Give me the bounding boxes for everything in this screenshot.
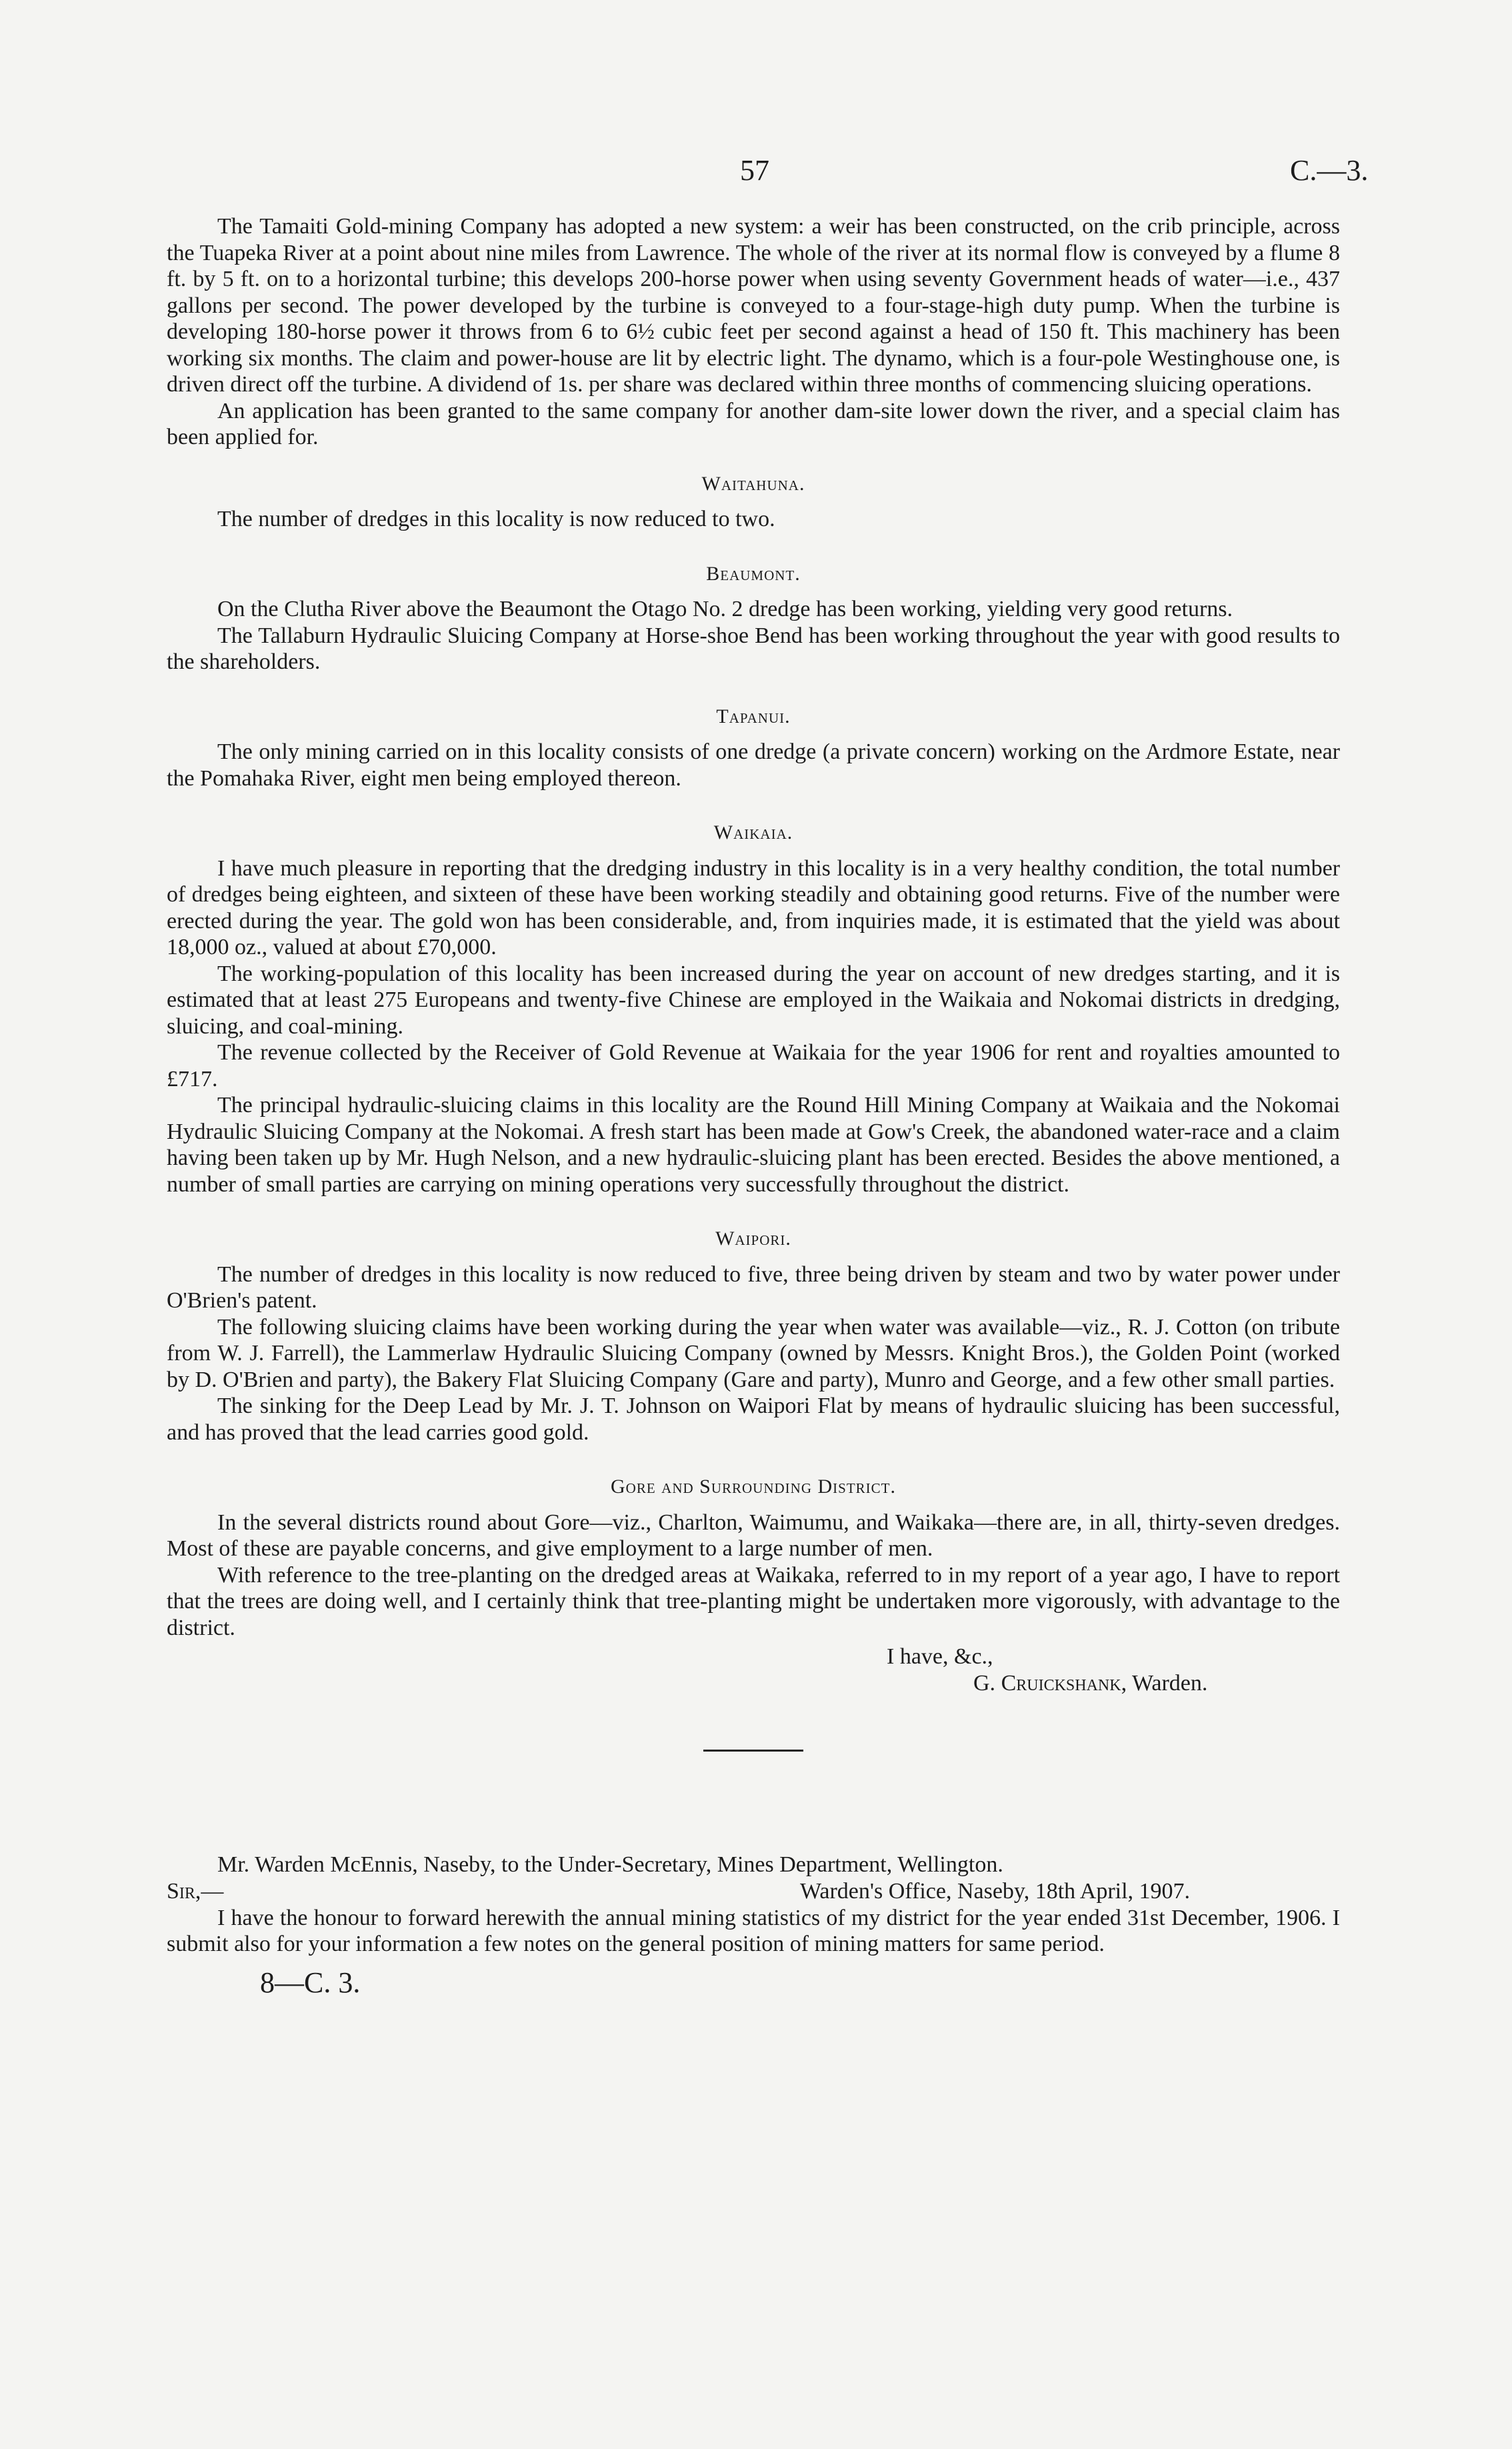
salutation-line — [167, 1878, 1340, 1905]
section-tapanui — [167, 703, 1340, 792]
paragraph: The number of dredges in this locality is now reduced to five, three being driven by steam and two by water power under O'Brien's patent. — [167, 1262, 1340, 1313]
section-tamaiti — [167, 213, 1340, 451]
signature-prefix: G. — [973, 1670, 1001, 1696]
section-beaumont — [167, 561, 1340, 675]
section-heading: Tapanui. — [716, 705, 791, 727]
paragraph: On the Clutha River above the Beaumont the Otago No. 2 dredge has been working, yielding very good returns. — [217, 597, 1233, 621]
paragraph: In the several districts round about Gore—viz., Charlton, Waimumu, and Waikaka—there are, in all, thirty-seven dredges. Most of these are payable concerns, and give employment to a large number of men. — [167, 1510, 1340, 1561]
paragraph: I have much pleasure in reporting that the dredging industry in this locality is in a very healthy condition, the total number of dredges being eighteen, and sixteen of these have been working steadily and obtaining good returns. Five of the number were erected during the year. The gold won has been considerable, and, from inquiries made, it is estimated that the yield was about 18,000 oz., valued at about £70,000. — [167, 855, 1340, 959]
paragraph: The Tallaburn Hydraulic Sluicing Company at Horse-shoe Bend has been working throughout the year with good results to the shareholders. — [167, 623, 1340, 674]
signature-name: Cruickshank — [1001, 1670, 1121, 1696]
section-divider — [703, 1750, 803, 1752]
paragraph: The principal hydraulic-sluicing claims in this locality are the Round Hill Mining Company at Waikaia and the Nokomai Hydraulic Sluicing Company at the Nokomai. A fresh start has been made at Gow's Creek, the abandoned water-race and a claim having been taken up by Mr. Hugh Nelson, and a new hydraulic-sluicing plant has been erected. Besides the above mentioned, a number of small parties are carrying on mining operations very successfully throughout the district. — [167, 1093, 1340, 1197]
paragraph: An application has been granted to the same company for another dam-site lower down the river, and a special claim has been applied for. — [167, 398, 1340, 449]
signature — [167, 1670, 1340, 1697]
paragraph: The working-population of this locality has been increased during the year on account of new dredges starting, and it is estimated that at least 275 Europeans and twenty-five Chinese are employed in the Waikaia and Nokomai districts in dredging, sluicing, and coal-mining. — [167, 961, 1340, 1039]
section-heading: Beaumont. — [706, 562, 801, 585]
section-gore — [167, 1474, 1340, 1641]
section-waipori — [167, 1226, 1340, 1446]
paragraph: The Tamaiti Gold-mining Company has adopted a new system: a weir has been constructed, on the crib principle, across the Tuapeka River at a point about nine miles from Lawrence. The whole of the river at its normal flow is conveyed by a flume 8 ft. by 5 ft. on to a horizontal turbine; this develops 200-horse power when using seventy Government heads of water—i.e., 437 gallons per second. The power developed by the turbine is conveyed to a four-stage-high duty pump. When the turbine is developing 180-horse power it throws from 6 to 6½ cubic feet per second against a head of 150 ft. This machinery has been working six months. The claim and power-house are lit by electric light. The dynamo, which is a four-pole Westinghouse one, is driven direct off the turbine. A dividend of 1s. per share was declared within three months of commencing sluicing operations. — [167, 214, 1340, 397]
paragraph: With reference to the tree-planting on the dredged areas at Waikaka, referred to in my report of a year ago, I have to report that the trees are doing well, and I certainly think that tree-planting might be undertaken more vigorously, with advantage to the district. — [167, 1562, 1340, 1640]
office-date-line: Warden's Office, Naseby, 18th April, 1907. — [800, 1878, 1191, 1904]
paragraph: The revenue collected by the Receiver of Gold Revenue at Waikaia for the year 1906 for rent and royalties amounted to £717. — [167, 1040, 1340, 1091]
report-body — [167, 213, 1340, 1999]
closing-phrase: I have, &c., — [887, 1644, 993, 1669]
signature-reference: 8—C. 3. — [260, 1966, 361, 1999]
document-reference: C.—3. — [1290, 154, 1369, 187]
signature-suffix: , Warden. — [1121, 1670, 1208, 1696]
paragraph: The only mining carried on in this locality consists of one dredge (a private concern) working on the Ardmore Estate, near the Pomahaka River, eight men being employed thereon. — [167, 739, 1340, 791]
paragraph: The following sluicing claims have been working during the year when water was available—viz., R. J. Cotton (on tribute from W. J. Farrell), the Lammerlaw Hydraulic Sluicing Company (owned by Messrs. Knight Bros.), the Golden Point (worked by D. O'Brien and party), the Bakery Flat Sluicing Company (Gare and party), Munro and George, and a few other small parties. — [167, 1314, 1340, 1392]
paragraph: The sinking for the Deep Lead by Mr. J. T. Johnson on Waipori Flat by means of hydraulic sluicing has been successful, and has proved that the lead carries good gold. — [167, 1394, 1340, 1445]
salutation: Sir,— — [167, 1878, 224, 1904]
section-heading: Waipori. — [715, 1228, 791, 1250]
section-waitahuna — [167, 471, 1340, 533]
letter-paragraph: I have the honour to forward herewith the annual mining statistics of my district for the year ended 31st December, 1906. I submit also for your information a few notes on the general position of mining matters for same period. — [167, 1905, 1340, 1956]
section-waikaia — [167, 819, 1340, 1197]
section-heading: Waitahuna. — [701, 472, 805, 495]
section-heading: Gore and Surrounding District. — [610, 1476, 896, 1498]
report-closing — [167, 1644, 1340, 1696]
paragraph: The number of dredges in this locality is now reduced to two. — [217, 507, 775, 531]
page-number: 57 — [740, 154, 769, 187]
page-header — [0, 153, 1512, 193]
letter-heading: Mr. Warden McEnnis, Naseby, to the Under-Secretary, Mines Department, Wellington. — [217, 1852, 1003, 1877]
section-heading: Waikaia. — [713, 821, 793, 843]
